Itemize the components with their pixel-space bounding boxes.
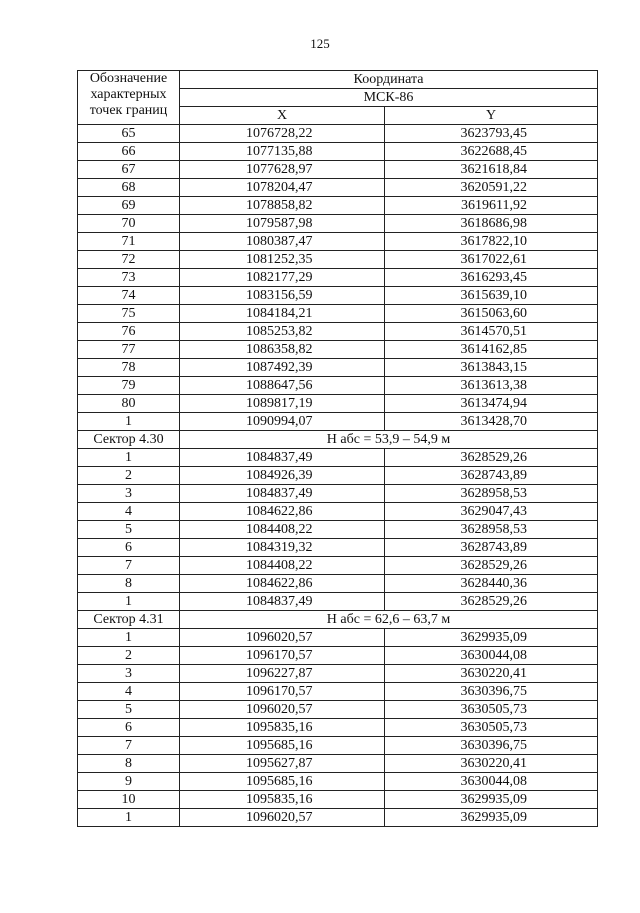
y-coordinate: 3628743,89 xyxy=(385,539,598,557)
table-row xyxy=(78,647,598,665)
x-coordinate: 1090994,07 xyxy=(180,413,385,431)
table-row xyxy=(78,521,598,539)
point-number: 7 xyxy=(78,737,180,755)
x-coordinate: 1084622,86 xyxy=(180,503,385,521)
table-row xyxy=(78,575,598,593)
y-coordinate: 3630396,75 xyxy=(385,683,598,701)
sector-row xyxy=(78,611,598,629)
header-point-designation xyxy=(78,71,180,125)
point-number: 1 xyxy=(78,593,180,611)
x-coordinate: 1078858,82 xyxy=(180,197,385,215)
point-number: 73 xyxy=(78,269,180,287)
y-coordinate: 3628743,89 xyxy=(385,467,598,485)
table-row xyxy=(78,467,598,485)
y-coordinate: 3628529,26 xyxy=(385,449,598,467)
table-row xyxy=(78,683,598,701)
x-coordinate: 1084837,49 xyxy=(180,485,385,503)
point-number: 6 xyxy=(78,719,180,737)
x-coordinate: 1083156,59 xyxy=(180,287,385,305)
x-coordinate: 1096020,57 xyxy=(180,809,385,827)
y-coordinate: 3630220,41 xyxy=(385,755,598,773)
table-row xyxy=(78,341,598,359)
y-coordinate: 3629047,43 xyxy=(385,503,598,521)
x-coordinate: 1079587,98 xyxy=(180,215,385,233)
x-coordinate: 1077628,97 xyxy=(180,161,385,179)
y-coordinate: 3613474,94 xyxy=(385,395,598,413)
sector-label: Сектор 4.30 xyxy=(78,431,180,449)
header-point-line-2: характерных xyxy=(90,87,167,102)
header-y: Y xyxy=(385,107,598,125)
point-number: 1 xyxy=(78,629,180,647)
table-row xyxy=(78,539,598,557)
y-coordinate: 3630505,73 xyxy=(385,719,598,737)
point-number: 3 xyxy=(78,665,180,683)
x-coordinate: 1095685,16 xyxy=(180,737,385,755)
table-row xyxy=(78,395,598,413)
point-number: 69 xyxy=(78,197,180,215)
point-number: 9 xyxy=(78,773,180,791)
point-number: 7 xyxy=(78,557,180,575)
table-row xyxy=(78,215,598,233)
x-coordinate: 1095627,87 xyxy=(180,755,385,773)
x-coordinate: 1084926,39 xyxy=(180,467,385,485)
table-row xyxy=(78,809,598,827)
point-number: 1 xyxy=(78,413,180,431)
x-coordinate: 1084408,22 xyxy=(180,557,385,575)
y-coordinate: 3614162,85 xyxy=(385,341,598,359)
header-coordinate-title: Координата xyxy=(180,71,598,89)
x-coordinate: 1081252,35 xyxy=(180,251,385,269)
table-row xyxy=(78,701,598,719)
coordinates-table xyxy=(77,70,598,827)
y-coordinate: 3628529,26 xyxy=(385,557,598,575)
table-row xyxy=(78,791,598,809)
point-number: 65 xyxy=(78,125,180,143)
header-point-line-1: Обозначение xyxy=(89,71,168,86)
point-number: 8 xyxy=(78,755,180,773)
y-coordinate: 3630044,08 xyxy=(385,647,598,665)
x-coordinate: 1096170,57 xyxy=(180,647,385,665)
x-coordinate: 1087492,39 xyxy=(180,359,385,377)
x-coordinate: 1085253,82 xyxy=(180,323,385,341)
point-number: 3 xyxy=(78,485,180,503)
table-row xyxy=(78,197,598,215)
y-coordinate: 3613428,70 xyxy=(385,413,598,431)
table-row xyxy=(78,305,598,323)
x-coordinate: 1084319,32 xyxy=(180,539,385,557)
y-coordinate: 3628440,36 xyxy=(385,575,598,593)
table-row xyxy=(78,377,598,395)
table-row xyxy=(78,359,598,377)
table-row xyxy=(78,485,598,503)
point-number: 77 xyxy=(78,341,180,359)
x-coordinate: 1082177,29 xyxy=(180,269,385,287)
table-row xyxy=(78,251,598,269)
table-row xyxy=(78,323,598,341)
table-row xyxy=(78,737,598,755)
table-row xyxy=(78,287,598,305)
header-x: X xyxy=(180,107,385,125)
x-coordinate: 1084837,49 xyxy=(180,593,385,611)
y-coordinate: 3620591,22 xyxy=(385,179,598,197)
y-coordinate: 3616293,45 xyxy=(385,269,598,287)
y-coordinate: 3615063,60 xyxy=(385,305,598,323)
point-number: 79 xyxy=(78,377,180,395)
header-row-1 xyxy=(78,71,598,89)
table-row xyxy=(78,233,598,251)
y-coordinate: 3629935,09 xyxy=(385,809,598,827)
y-coordinate: 3628958,53 xyxy=(385,521,598,539)
point-number: 67 xyxy=(78,161,180,179)
y-coordinate: 3613843,15 xyxy=(385,359,598,377)
y-coordinate: 3630505,73 xyxy=(385,701,598,719)
y-coordinate: 3630044,08 xyxy=(385,773,598,791)
point-number: 6 xyxy=(78,539,180,557)
x-coordinate: 1096020,57 xyxy=(180,629,385,647)
x-coordinate: 1078204,47 xyxy=(180,179,385,197)
table-row xyxy=(78,143,598,161)
y-coordinate: 3630396,75 xyxy=(385,737,598,755)
point-number: 8 xyxy=(78,575,180,593)
point-number: 2 xyxy=(78,467,180,485)
x-coordinate: 1089817,19 xyxy=(180,395,385,413)
point-number: 10 xyxy=(78,791,180,809)
y-coordinate: 3613613,38 xyxy=(385,377,598,395)
y-coordinate: 3617022,61 xyxy=(385,251,598,269)
x-coordinate: 1096170,57 xyxy=(180,683,385,701)
point-number: 4 xyxy=(78,683,180,701)
table-row xyxy=(78,449,598,467)
table-row xyxy=(78,629,598,647)
sector-label: Сектор 4.31 xyxy=(78,611,180,629)
x-coordinate: 1096020,57 xyxy=(180,701,385,719)
y-coordinate: 3621618,84 xyxy=(385,161,598,179)
x-coordinate: 1095835,16 xyxy=(180,791,385,809)
y-coordinate: 3618686,98 xyxy=(385,215,598,233)
point-number: 5 xyxy=(78,701,180,719)
point-number: 72 xyxy=(78,251,180,269)
sector-row xyxy=(78,431,598,449)
x-coordinate: 1096227,87 xyxy=(180,665,385,683)
header-point-line-3: точек границ xyxy=(89,103,168,118)
x-coordinate: 1076728,22 xyxy=(180,125,385,143)
point-number: 74 xyxy=(78,287,180,305)
point-number: 76 xyxy=(78,323,180,341)
y-coordinate: 3619611,92 xyxy=(385,197,598,215)
point-number: 2 xyxy=(78,647,180,665)
x-coordinate: 1084622,86 xyxy=(180,575,385,593)
table-row xyxy=(78,125,598,143)
header-coordinate-system: МСК-86 xyxy=(180,89,598,107)
y-coordinate: 3617822,10 xyxy=(385,233,598,251)
x-coordinate: 1086358,82 xyxy=(180,341,385,359)
sector-height-range: Н абс = 62,6 – 63,7 м xyxy=(180,611,598,629)
point-number: 66 xyxy=(78,143,180,161)
table-row xyxy=(78,773,598,791)
table-row xyxy=(78,665,598,683)
sector-height-range: Н абс = 53,9 – 54,9 м xyxy=(180,431,598,449)
y-coordinate: 3623793,45 xyxy=(385,125,598,143)
point-number: 78 xyxy=(78,359,180,377)
y-coordinate: 3622688,45 xyxy=(385,143,598,161)
x-coordinate: 1088647,56 xyxy=(180,377,385,395)
point-number: 1 xyxy=(78,809,180,827)
y-coordinate: 3615639,10 xyxy=(385,287,598,305)
point-number: 1 xyxy=(78,449,180,467)
x-coordinate: 1080387,47 xyxy=(180,233,385,251)
table-row xyxy=(78,269,598,287)
point-number: 5 xyxy=(78,521,180,539)
point-number: 75 xyxy=(78,305,180,323)
y-coordinate: 3629935,09 xyxy=(385,629,598,647)
table-row xyxy=(78,719,598,737)
point-number: 68 xyxy=(78,179,180,197)
table-row xyxy=(78,179,598,197)
point-number: 71 xyxy=(78,233,180,251)
point-number: 80 xyxy=(78,395,180,413)
table-row xyxy=(78,755,598,773)
table-row xyxy=(78,557,598,575)
x-coordinate: 1084837,49 xyxy=(180,449,385,467)
x-coordinate: 1095685,16 xyxy=(180,773,385,791)
y-coordinate: 3628958,53 xyxy=(385,485,598,503)
page-number: 125 xyxy=(310,36,330,51)
point-number: 4 xyxy=(78,503,180,521)
table-row xyxy=(78,413,598,431)
table-row xyxy=(78,503,598,521)
x-coordinate: 1084408,22 xyxy=(180,521,385,539)
table-row xyxy=(78,161,598,179)
y-coordinate: 3630220,41 xyxy=(385,665,598,683)
x-coordinate: 1084184,21 xyxy=(180,305,385,323)
x-coordinate: 1095835,16 xyxy=(180,719,385,737)
point-number: 70 xyxy=(78,215,180,233)
y-coordinate: 3628529,26 xyxy=(385,593,598,611)
table-row xyxy=(78,593,598,611)
x-coordinate: 1077135,88 xyxy=(180,143,385,161)
y-coordinate: 3629935,09 xyxy=(385,791,598,809)
y-coordinate: 3614570,51 xyxy=(385,323,598,341)
